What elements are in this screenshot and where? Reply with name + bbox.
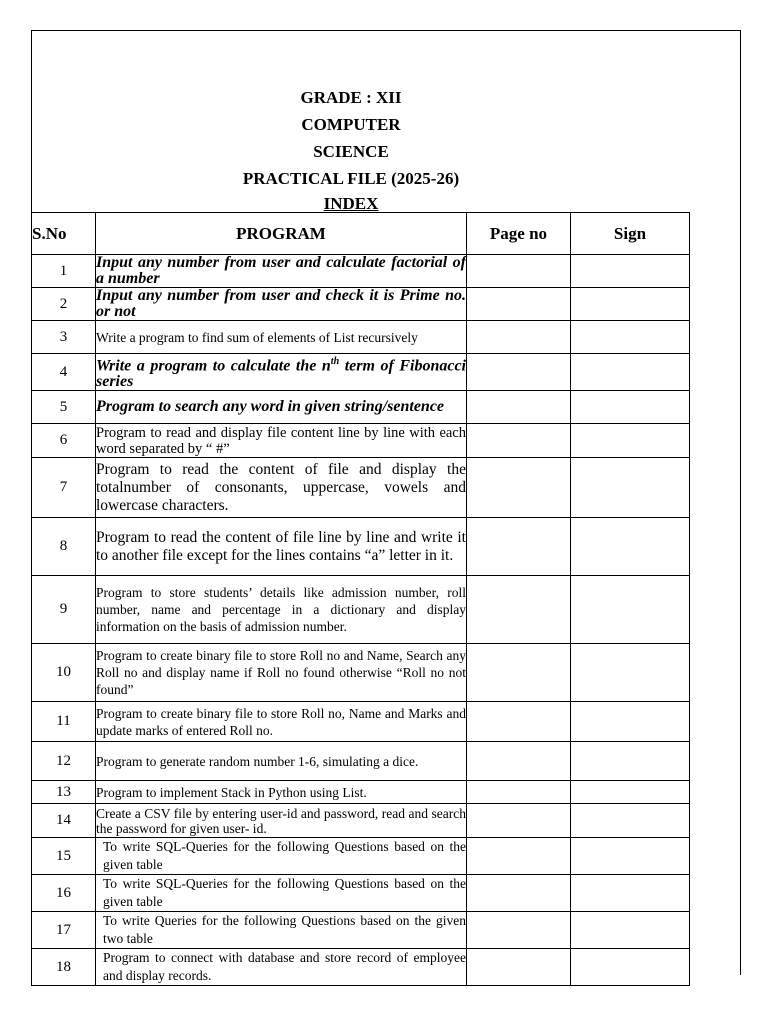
row-sno: 10	[32, 644, 96, 702]
row-program: Program to store students’ details like admission number, roll number, name and percentage in a dictionary and display information on the basis of admission number.	[96, 576, 467, 644]
title-block	[31, 84, 671, 216]
subject-title-line1: COMPUTER	[301, 115, 401, 134]
row-program: Input any number from user and check it is Prime no. or not	[96, 287, 466, 320]
row-sno: 9	[32, 576, 96, 644]
row-sno: 17	[32, 912, 96, 949]
row-page-no	[467, 321, 571, 354]
table-row	[32, 804, 690, 838]
table-row	[32, 781, 690, 804]
row-sign	[571, 912, 690, 949]
row-program: Create a CSV file by entering user-id and password, read and search the password for given user- id.	[96, 805, 466, 836]
column-header-sign: Sign	[571, 213, 690, 255]
row-page-no	[467, 804, 571, 838]
row-page-no	[467, 838, 571, 875]
row-page-no	[467, 288, 571, 321]
row-sign	[571, 354, 690, 391]
row-sno: 12	[32, 742, 96, 781]
row-page-no	[467, 424, 571, 458]
row-program-text: Write a program to calculate the n	[96, 357, 331, 375]
row-page-no	[467, 458, 571, 518]
row-program: To write SQL-Queries for the following Questions based on the given table	[96, 838, 467, 875]
row-page-no	[467, 255, 571, 288]
row-sno: 13	[32, 781, 96, 804]
table-row	[32, 321, 690, 354]
column-header-program: PROGRAM	[96, 213, 467, 255]
row-sno: 18	[32, 949, 96, 986]
row-page-no	[467, 576, 571, 644]
row-sign	[571, 804, 690, 838]
row-page-no	[467, 875, 571, 912]
table-row	[32, 949, 690, 986]
row-program	[96, 354, 467, 391]
table-row	[32, 354, 690, 391]
row-sno: 1	[32, 255, 96, 288]
row-program: Program to implement Stack in Python using List.	[96, 781, 467, 804]
table-row	[32, 518, 690, 576]
row-sign	[571, 702, 690, 742]
row-program: Program to search any word in given string/sentence	[96, 391, 467, 424]
row-sno: 11	[32, 702, 96, 742]
row-program: Program to generate random number 1-6, simulating a dice.	[96, 742, 467, 781]
row-sign	[571, 321, 690, 354]
row-sign	[571, 518, 690, 576]
row-page-no	[467, 354, 571, 391]
row-sno: 15	[32, 838, 96, 875]
row-page-no	[467, 702, 571, 742]
table-row	[32, 424, 690, 458]
column-header-sno: S.No	[32, 213, 96, 255]
index-heading: INDEX	[323, 194, 379, 213]
row-sno: 16	[32, 875, 96, 912]
table-row	[32, 875, 690, 912]
table-row	[32, 288, 690, 321]
row-sign	[571, 458, 690, 518]
column-header-page-no: Page no	[467, 213, 571, 255]
table-row	[32, 391, 690, 424]
row-sno: 6	[32, 424, 96, 458]
row-page-no	[467, 391, 571, 424]
row-sno: 5	[32, 391, 96, 424]
row-sign	[571, 875, 690, 912]
row-sign	[571, 742, 690, 781]
row-program: Program to connect with database and store record of employee and display records.	[96, 949, 467, 986]
row-page-no	[467, 912, 571, 949]
row-page-no	[467, 644, 571, 702]
table-header-row	[32, 213, 690, 255]
row-program-text-end: term of Fibonacci series	[96, 357, 467, 391]
table-row	[32, 742, 690, 781]
row-sno: 3	[32, 321, 96, 354]
row-sign	[571, 576, 690, 644]
row-program: To write Queries for the following Questions based on the given two table	[96, 912, 467, 949]
row-sign	[571, 781, 690, 804]
table-row	[32, 458, 690, 518]
table-row	[32, 255, 690, 288]
row-sign	[571, 391, 690, 424]
row-sign	[571, 424, 690, 458]
subject-title-line2: SCIENCE	[313, 142, 389, 161]
practical-file-title: PRACTICAL FILE (2025-26)	[242, 169, 460, 188]
row-sign	[571, 838, 690, 875]
row-program: Program to create binary file to store Roll no and Name, Search any Roll no and display name if Roll no found otherwise “Roll no not found”	[96, 644, 467, 702]
index-table	[31, 212, 690, 986]
row-sign	[571, 255, 690, 288]
table-row	[32, 912, 690, 949]
row-page-no	[467, 949, 571, 986]
row-page-no	[467, 518, 571, 576]
row-program-superscript: th	[330, 356, 340, 367]
row-page-no	[467, 742, 571, 781]
grade-title: GRADE : XII	[300, 88, 402, 107]
row-program: Program to read the content of file line by line and write it to another file except for the lines contains “a” letter in it.	[96, 518, 467, 576]
table-row	[32, 644, 690, 702]
row-page-no	[467, 781, 571, 804]
row-sno: 8	[32, 518, 96, 576]
row-sno: 14	[32, 804, 96, 838]
row-sign	[571, 644, 690, 702]
row-program: To write SQL-Queries for the following Questions based on the given table	[96, 875, 467, 912]
row-program: Program to create binary file to store Roll no, Name and Marks and update marks of entered Roll no.	[96, 702, 467, 742]
table-row	[32, 702, 690, 742]
row-sign	[571, 288, 690, 321]
row-program: Program to read the content of file and display the totalnumber of consonants, uppercase, vowels and lowercase characters.	[96, 458, 467, 518]
row-program: Write a program to find sum of elements of List recursively	[96, 321, 467, 354]
row-program: Program to read and display file content line by line with each word separated by “ #”	[96, 424, 466, 457]
row-program: Input any number from user and calculate factorial of a number	[96, 254, 466, 287]
row-sno: 2	[32, 288, 96, 321]
table-row	[32, 838, 690, 875]
row-sign	[571, 949, 690, 986]
table-row	[32, 576, 690, 644]
row-sno: 7	[32, 458, 96, 518]
row-sno: 4	[32, 354, 96, 391]
